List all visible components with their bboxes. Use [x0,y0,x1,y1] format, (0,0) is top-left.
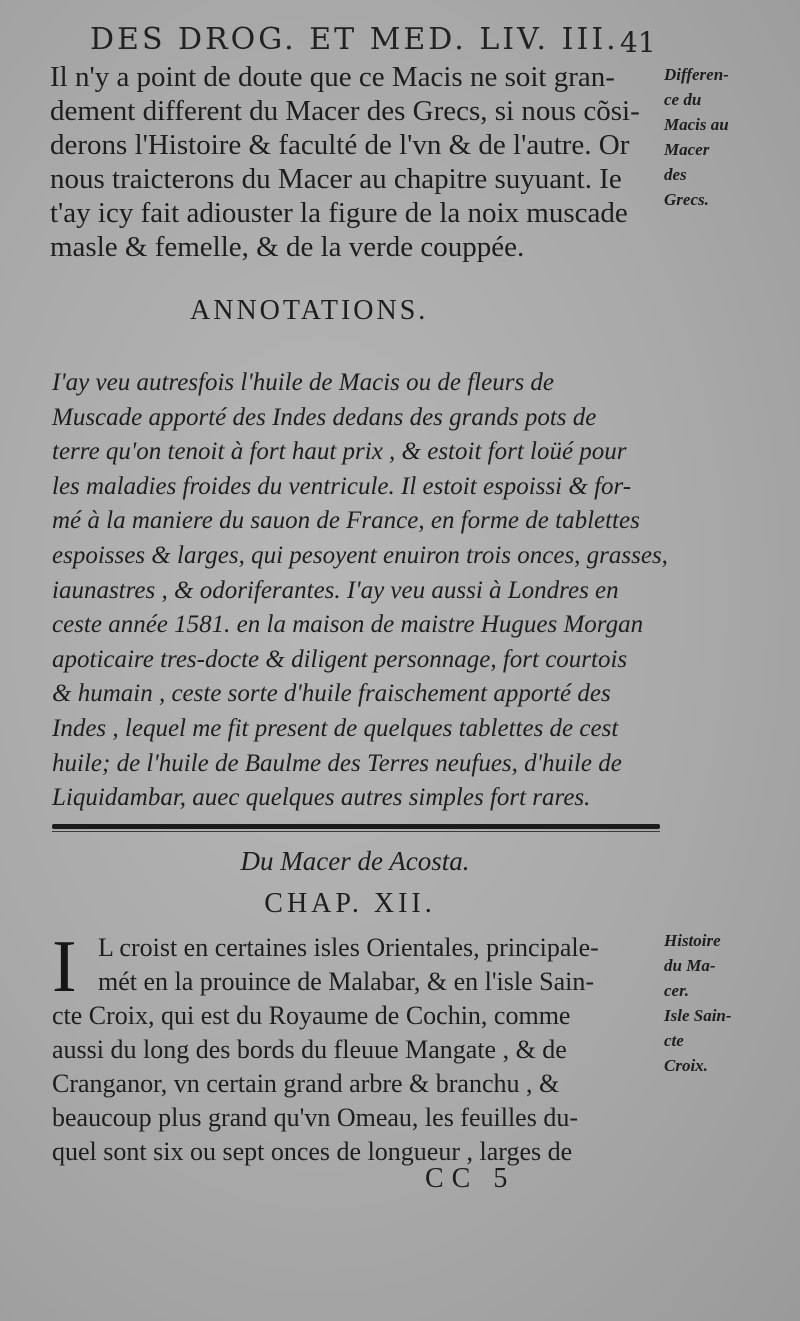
text-line: t'ay icy fait adiouster la figure de la noix muscade [50,197,628,229]
section-divider [52,824,660,829]
annotations-text [52,366,668,816]
chapter-text [52,926,662,1169]
running-header: DES DROG. ET MED. LIV. III. [90,22,619,57]
margin-line: cte [664,1031,684,1050]
text-line: terre qu'on tenoit à fort haut prix , & estoit fort loüé pour [52,438,627,466]
text-line: & humain , ceste sorte d'huile fraischement apporté des [52,680,611,708]
text-line: mét en la prouince de Malabar, & en l'isle Sain- [98,967,595,996]
chapter-subtitle: Du Macer de Acosta. [240,846,470,876]
text-line: beaucoup plus grand qu'vn Omeau, les feuilles du- [52,1103,578,1132]
chapter-title: CHAP. XII. [264,888,436,919]
margin-line: Macer [664,140,710,159]
section-divider-thin [52,831,660,832]
text-line: apoticaire tres-docte & diligent personnage, fort courtois [52,645,628,673]
page-number: 41 [620,26,656,59]
top-paragraph [50,60,660,264]
text-line: L croist en certaines isles Orientales, principale- [98,933,599,962]
text-line: quel sont six ou sept onces de longueur , larges de [52,1137,573,1166]
text-line: aussi du long des bords du fleuue Mangate , & de [52,1035,567,1064]
text-line: I'ay veu autresfois l'huile de Macis ou de fleurs de [52,369,555,396]
margin-line: du Ma- [664,956,716,975]
margin-line: Histoire [664,931,721,950]
text-line: huile; de l'huile de Baulme des Terres neufues, d'huile de [52,749,622,777]
text-line: Cranganor, vn certain grand arbre & branchu , & [52,1069,560,1098]
text-line: mé à la maniere du sauon de France, en forme de tablettes [52,507,640,535]
annotations-heading: ANNOTATIONS. [190,295,429,326]
text-line: iaunastres , & odoriferantes. I'ay veu aussi à Londres en [52,576,619,604]
text-line: Muscade apporté des Indes dedans des grands pots de [52,403,597,431]
signature-mark: CC 5 [425,1163,516,1194]
text-line: nous traicterons du Macer au chapitre suyuant. Ie [50,163,622,195]
margin-line: cer. [664,981,690,1000]
text-line: Indes , lequel me fit present de quelques tablettes de cest [52,714,619,742]
text-line: cte Croix, qui est du Royaume de Cochin, comme [52,1001,571,1030]
text-line: derons l'Histoire & faculté de l'vn & de l'autre. Or [50,129,630,161]
margin-line: Macis au [664,115,729,134]
text-line: dement different du Macer des Grecs, si nous cõsi- [50,95,640,127]
text-line: espoisses & larges, qui pesoyent enuiron trois onces, grasses, [52,541,668,569]
margin-line: Grecs. [664,190,709,209]
margin-line: Differen- [664,65,729,84]
drop-cap: I [52,926,77,1008]
margin-line: Isle Sain- [664,1006,732,1025]
text-line: masle & femelle, & de la verde couppée. [50,231,525,263]
margin-line: des [664,165,687,184]
margin-note-history [664,928,794,1078]
margin-line: Croix. [664,1056,708,1075]
text-line: Il n'y a point de doute que ce Macis ne soit gran- [50,61,615,93]
text-line: ceste année 1581. en la maison de maistre Hugues Morgan [52,611,644,639]
margin-note-differences [664,62,794,212]
text-line: Liquidambar, auec quelques autres simples fort rares. [52,784,591,812]
text-line: les maladies froides du ventricule. Il estoit espoissi & for- [52,472,632,500]
margin-line: ce du [664,90,702,109]
